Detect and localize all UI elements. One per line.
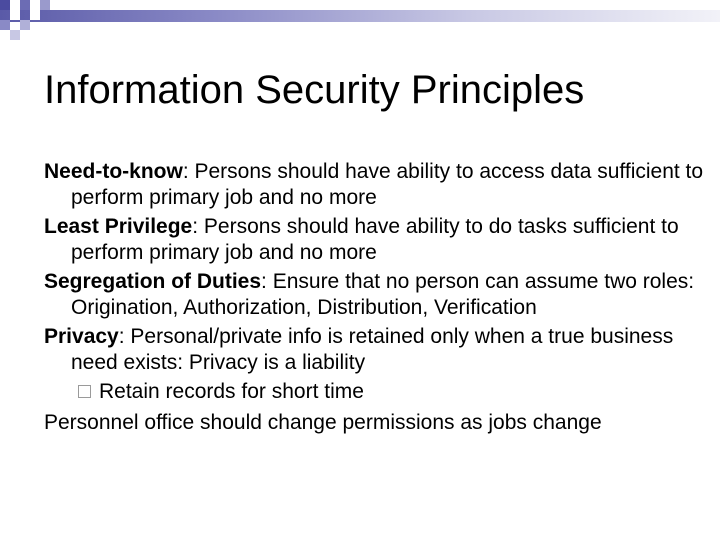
slide-title: Information Security Principles: [44, 68, 585, 112]
principle-text: : Persons should have ability to access data sufficient to perform primary job and no more: [71, 160, 704, 209]
slide-body: [44, 159, 704, 439]
principle-text: : Persons should have ability to do tasks sufficient to perform primary job and no more: [71, 215, 679, 264]
closing-statement: Personnel office should change permissions as jobs change: [44, 411, 602, 434]
header-gradient-bar: [0, 10, 720, 22]
principle-privacy: [44, 324, 704, 376]
decoration-square: [40, 0, 50, 10]
decoration-square: [20, 20, 30, 30]
principle-text: : Personal/private info is retained only when a true business need exists: Privacy is a liability: [71, 325, 674, 374]
principle-least-privilege: [44, 214, 704, 266]
principle-term: Least Privilege: [44, 215, 193, 238]
principle-segregation-of-duties: [44, 269, 704, 321]
principle-text: : Ensure that no person can assume two roles: Origination, Authorization, Distribution, Verification: [71, 270, 695, 319]
principle-term: Segregation of Duties: [44, 270, 262, 293]
decoration-square: [0, 20, 10, 30]
checkbox-bullet-icon: [78, 385, 91, 398]
decoration-square: [10, 30, 20, 40]
decoration-square: [10, 10, 20, 20]
decoration-square: [30, 10, 40, 20]
principle-term: Need-to-know: [44, 160, 183, 183]
principle-need-to-know: [44, 159, 704, 211]
decoration-square: [0, 0, 10, 10]
principle-term: Privacy: [44, 325, 119, 348]
decoration-square: [20, 0, 30, 10]
sub-bullet-text: Retain records for short time: [99, 380, 364, 403]
privacy-sub-bullet: [44, 379, 704, 405]
header-decoration: [0, 0, 720, 50]
